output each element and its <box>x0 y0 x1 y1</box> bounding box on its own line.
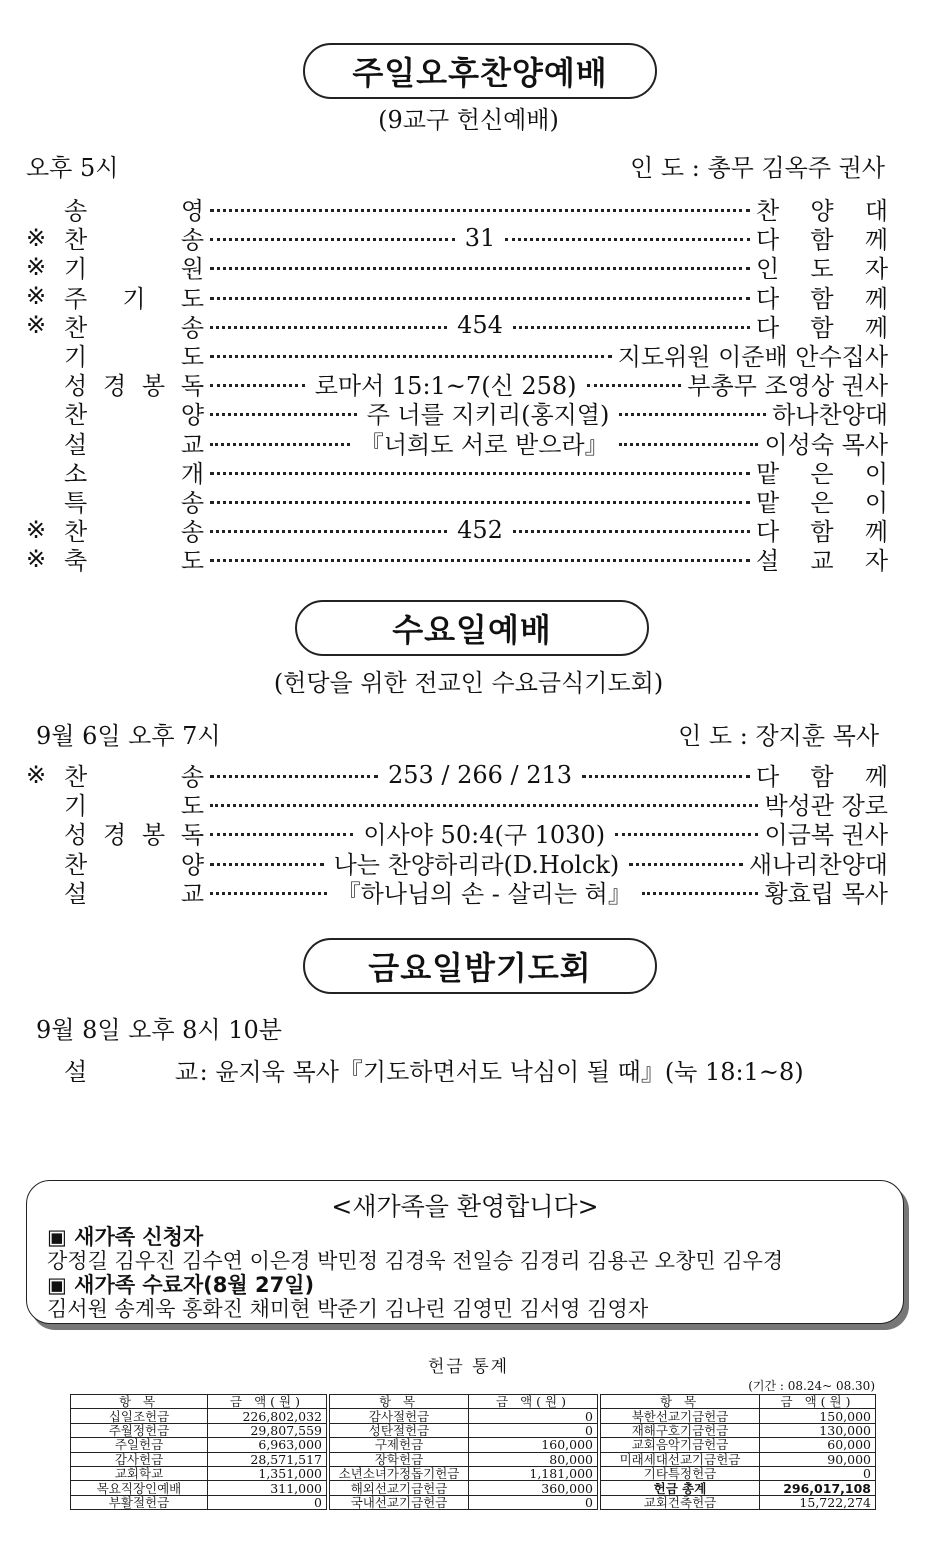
offering-header-row <box>71 1395 876 1409</box>
service-item-person: 다 함 께 <box>756 763 888 792</box>
service-row <box>26 194 888 226</box>
offering-amount: 360,000 <box>469 1481 598 1495</box>
offering-item: 교회학교 <box>71 1466 208 1480</box>
offering-row <box>71 1409 876 1423</box>
friday-sermon-label: 설 교 <box>64 1058 238 1086</box>
service-item-label: 주 기 도 <box>64 284 204 313</box>
offering-item: 기타특정헌금 <box>601 1466 760 1480</box>
sunday-subtitle: (9교구 헌신예배) <box>378 106 559 134</box>
offering-row <box>71 1438 876 1452</box>
offering-amount: 130,000 <box>760 1423 876 1437</box>
service-item-detail: 452 <box>457 515 503 544</box>
wednesday-order-of-service <box>26 760 888 906</box>
wednesday-leader: 인 도 : 장지훈 목사 <box>678 722 879 750</box>
welcome-title: <새가족을 환영합니다> <box>331 1192 599 1221</box>
leader-dots <box>513 326 750 329</box>
service-item-detail: 253 / 266 / 213 <box>387 760 573 789</box>
leader-dots <box>582 775 750 778</box>
leader-dots <box>210 472 750 475</box>
service-item-label: 찬 양 <box>64 401 204 430</box>
sunday-title <box>303 43 657 99</box>
offering-amount: 1,181,000 <box>469 1466 598 1480</box>
leader-dots <box>210 559 750 562</box>
leader-dots <box>210 443 350 446</box>
offering-item: 해외선교기금헌금 <box>330 1481 469 1495</box>
leader-dots <box>210 384 305 387</box>
service-item-label: 설 교 <box>64 430 204 459</box>
offering-item: 주일헌금 <box>71 1438 208 1452</box>
service-item-person: 맡 은 이 <box>756 488 888 517</box>
sunday-title-text: 주일오후찬양예배 <box>352 54 608 92</box>
leader-dots <box>210 530 447 533</box>
offering-row <box>71 1481 876 1495</box>
stand-mark: ※ <box>26 223 47 252</box>
leader-dots <box>210 267 750 270</box>
stand-mark: ※ <box>26 252 47 281</box>
friday-sermon: : 윤지욱 목사『기도하면서도 낙심이 될 때』(눅 18:1~8) <box>199 1058 804 1086</box>
leader-dots <box>619 413 766 416</box>
service-row <box>26 486 888 515</box>
offering-amount: 29,807,559 <box>208 1423 327 1437</box>
offering-item: 국내선교기금헌금 <box>330 1495 469 1509</box>
service-item-detail: 『하나님의 손 - 살리는 혀』 <box>336 879 632 908</box>
offering-row <box>71 1423 876 1437</box>
offering-row <box>71 1466 876 1480</box>
service-item-person: 맡 은 이 <box>756 459 888 488</box>
service-item-detail: 454 <box>457 311 503 340</box>
service-item-label: 찬 송 <box>64 313 204 342</box>
header-item: 항 목 <box>71 1395 208 1409</box>
service-row <box>26 369 889 401</box>
leader-dots <box>615 833 758 836</box>
service-row <box>26 398 888 430</box>
offering-amount: 160,000 <box>469 1438 598 1452</box>
offering-item: 장학헌금 <box>330 1452 469 1466</box>
offering-amount: 90,000 <box>760 1452 876 1466</box>
service-item-person: 다 함 께 <box>756 284 888 313</box>
offering-item: 소년소녀가정돕기헌금 <box>330 1466 469 1480</box>
friday-title <box>303 938 657 994</box>
service-item-label: 성 경 봉 독 <box>64 372 204 401</box>
leader-dots <box>210 863 324 866</box>
offering-row <box>71 1495 876 1509</box>
service-item-person: 찬 양 대 <box>756 197 888 226</box>
offering-item: 미래세대선교기금헌금 <box>601 1452 760 1466</box>
offering-amount: 0 <box>469 1495 598 1509</box>
graduates-label-text: ▣ 새가족 수료자(8월 27일) <box>47 1273 315 1297</box>
offering-item: 감사헌금 <box>71 1452 208 1466</box>
service-item-person: 하나찬양대 <box>772 401 888 430</box>
sunday-time: 오후 5시 <box>26 154 119 182</box>
leader-dots <box>587 384 682 387</box>
offering-item: 교회음악기금헌금 <box>601 1438 760 1452</box>
offering-amount: 0 <box>760 1466 876 1480</box>
friday-title-text: 금요일밤기도회 <box>368 949 592 987</box>
offering-row <box>71 1452 876 1466</box>
header-item: 항 목 <box>601 1395 760 1409</box>
service-item-person: 이금복 권사 <box>764 821 889 850</box>
offering-item: 목요직장인예배 <box>71 1481 208 1495</box>
offering-amount: 15,722,274 <box>760 1495 876 1509</box>
leader-dots <box>210 804 758 807</box>
offering-amount: 60,000 <box>760 1438 876 1452</box>
service-row <box>26 457 888 486</box>
offering-amount: 0 <box>208 1495 327 1509</box>
offering-item: 부활절헌금 <box>71 1495 208 1509</box>
offering-item: 재해구호기금헌금 <box>601 1423 760 1437</box>
service-row <box>26 282 888 311</box>
service-item-label: 특 송 <box>64 488 204 517</box>
offering-amount: 28,571,517 <box>208 1452 327 1466</box>
offering-item: 교회건축헌금 <box>601 1495 760 1509</box>
service-item-label: 찬 송 <box>64 226 204 255</box>
leader-dots <box>619 443 759 446</box>
service-item-person: 다 함 께 <box>756 518 888 547</box>
service-item-label: 기 도 <box>64 343 204 372</box>
service-item-detail: 『너희도 서로 받으라』 <box>359 430 609 459</box>
service-row <box>26 760 888 792</box>
offering-amount: 296,017,108 <box>760 1481 876 1495</box>
leader-dots <box>642 892 759 895</box>
service-item-label: 찬 양 <box>64 850 204 879</box>
service-item-person: 다 함 께 <box>756 226 889 255</box>
service-item-person: 다 함 께 <box>756 313 888 342</box>
header-item: 항 목 <box>330 1395 469 1409</box>
leader-dots <box>629 863 743 866</box>
service-item-detail: 로마서 15:1~7(신 258) <box>314 372 577 401</box>
sunday-leader: 인 도 : 총무 김옥주 권사 <box>630 154 885 182</box>
wednesday-subtitle: (헌당을 위한 전교인 수요금식기도회) <box>273 669 664 697</box>
service-item-person: 지도위원 이준배 안수집사 <box>617 343 888 372</box>
offering-item: 십일조헌금 <box>71 1409 208 1423</box>
offering-amount: 226,802,032 <box>208 1409 327 1423</box>
service-item-detail: 주 너를 지키리(홍지열) <box>366 401 610 430</box>
service-item-person: 인 도 자 <box>756 255 888 284</box>
service-row <box>26 789 888 821</box>
header-amount: 금 액(원) <box>469 1395 598 1409</box>
stand-mark: ※ <box>26 760 47 789</box>
offering-period: (기간 : 08.24~ 08.30) <box>748 1379 875 1393</box>
leader-dots <box>210 209 750 212</box>
service-row <box>26 252 888 284</box>
offering-item: 북한선교기금헌금 <box>601 1409 760 1423</box>
applicants-label-text: ▣ 새가족 신청자 <box>47 1225 204 1249</box>
service-item-label: 찬 송 <box>64 518 204 547</box>
wednesday-title-text: 수요일예배 <box>392 611 552 649</box>
offering-amount: 6,963,000 <box>208 1438 327 1452</box>
service-row <box>26 428 888 457</box>
header-amount: 금 액(원) <box>208 1395 327 1409</box>
wednesday-time: 9월 6일 오후 7시 <box>36 722 221 750</box>
offering-table <box>70 1394 876 1510</box>
service-row <box>26 818 889 850</box>
leader-dots <box>210 326 447 329</box>
leader-dots <box>210 775 378 778</box>
service-item-person: 새나리찬양대 <box>748 850 888 879</box>
service-item-label: 기 원 <box>64 255 204 284</box>
leader-dots <box>210 501 750 504</box>
service-row <box>26 311 888 340</box>
offering-title: 헌금 통계 <box>427 1357 510 1377</box>
service-row <box>26 515 888 547</box>
service-item-label: 찬 송 <box>64 763 204 792</box>
offering-amount: 1,351,000 <box>208 1466 327 1480</box>
leader-dots <box>513 530 750 533</box>
service-row <box>26 223 889 255</box>
offering-item: 구제헌금 <box>330 1438 469 1452</box>
service-row <box>26 877 888 906</box>
service-item-person: 이성숙 목사 <box>764 430 889 459</box>
offering-amount: 80,000 <box>469 1452 598 1466</box>
friday-time: 9월 8일 오후 8시 10분 <box>36 1016 282 1044</box>
service-item-label: 성 경 봉 독 <box>64 821 204 850</box>
offering-amount: 150,000 <box>760 1409 876 1423</box>
leader-dots <box>210 297 750 300</box>
service-row <box>26 848 888 877</box>
service-item-person: 황효립 목사 <box>764 879 888 908</box>
stand-mark: ※ <box>26 311 47 340</box>
service-item-label: 소 개 <box>64 459 204 488</box>
service-item-label: 송 영 <box>64 197 204 226</box>
leader-dots <box>210 413 357 416</box>
wednesday-title <box>295 600 649 656</box>
stand-mark: ※ <box>26 515 47 544</box>
friday-sermon-line <box>64 1052 804 1087</box>
offering-item: 주월정헌금 <box>71 1423 208 1437</box>
offering-amount: 0 <box>469 1409 598 1423</box>
offering-amount: 0 <box>469 1423 598 1437</box>
offering-amount: 311,000 <box>208 1481 327 1495</box>
leader-dots <box>210 892 327 895</box>
new-family-welcome-box <box>26 1180 904 1324</box>
sunday-order-of-service <box>26 194 889 576</box>
service-item-label: 설 교 <box>64 879 204 908</box>
leader-dots <box>210 833 353 836</box>
leader-dots <box>210 238 455 241</box>
service-item-label: 기 도 <box>64 792 204 821</box>
leader-dots <box>505 238 750 241</box>
stand-mark: ※ <box>26 544 47 573</box>
service-item-label: 축 도 <box>64 547 204 576</box>
applicants-list: 강정길 김우진 김수연 이은경 박민정 김경욱 전일승 김경리 김용곤 오창민 김우경 <box>47 1249 784 1273</box>
service-item-detail: 이사야 50:4(구 1030) <box>363 821 606 850</box>
leader-dots <box>210 355 612 358</box>
service-row <box>26 544 888 576</box>
offering-item: 헌금 총계 <box>601 1481 760 1495</box>
service-row <box>26 340 888 372</box>
offering-item: 감사절헌금 <box>330 1409 469 1423</box>
service-item-person: 부총무 조영상 권사 <box>687 372 889 401</box>
service-item-detail: 31 <box>464 223 496 252</box>
service-item-detail: 나는 찬양하리라(D.Holck) <box>333 850 620 879</box>
service-item-person: 설 교 자 <box>756 547 888 576</box>
stand-mark: ※ <box>26 282 47 311</box>
offering-item: 성탄절헌금 <box>330 1423 469 1437</box>
graduates-list: 김서원 송계욱 홍화진 채미현 박준기 김나린 김영민 김서영 김영자 <box>47 1297 649 1321</box>
service-item-person: 박성관 장로 <box>764 792 888 821</box>
header-amount: 금 액(원) <box>760 1395 876 1409</box>
